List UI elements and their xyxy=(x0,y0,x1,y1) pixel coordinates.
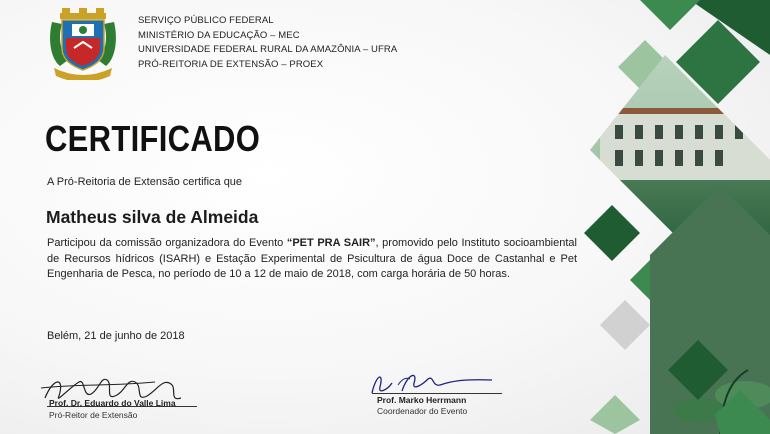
ufra-coat-of-arms-icon xyxy=(48,8,118,80)
header-line-university: UNIVERSIDADE FEDERAL RURAL DA AMAZÔNIA – UFRA xyxy=(138,44,398,55)
signer-left-role: Pró-Reitor de Extensão xyxy=(49,410,138,420)
body-text-after: , promovido pelo Instituto socioambiental de Recursos hídricos (ISARH) e Estação Experimental de Psicultura de água Doce de Castanhal e Pet Engenharia de Pesca, no período de 10 a 12 de maio de 2018, com carga horária de 50 horas. xyxy=(47,237,577,280)
signer-right-role: Coordenador do Evento xyxy=(377,406,468,416)
certificate-title: CERTIFICADO xyxy=(45,118,261,160)
event-name: “PET PRA SAIR” xyxy=(286,237,376,249)
institution-header xyxy=(138,14,397,72)
header-line-ministry: MINISTÉRIO DA EDUCAÇÃO – MEC xyxy=(138,29,300,41)
signer-right-name: Prof. Marko Herrmann xyxy=(377,395,467,405)
header-line-proex: PRÓ-REITORIA DE EXTENSÃO – PROEX xyxy=(138,58,324,70)
issue-date: Belém, 21 de junho de 2018 xyxy=(47,330,185,342)
recipient-name: Matheus silva de Almeida xyxy=(46,207,259,227)
body-text-before: Participou da comissão organizadora do Evento xyxy=(47,237,287,249)
header-line-service: SERVIÇO PÚBLICO FEDERAL xyxy=(138,15,274,26)
signature-line-right xyxy=(372,393,502,394)
signer-left-name: Prof. Dr. Eduardo do Valle Lima xyxy=(49,398,176,408)
certificate-intro: A Pró-Reitoria de Extensão certifica que xyxy=(47,176,243,188)
certificate-body xyxy=(47,236,577,283)
